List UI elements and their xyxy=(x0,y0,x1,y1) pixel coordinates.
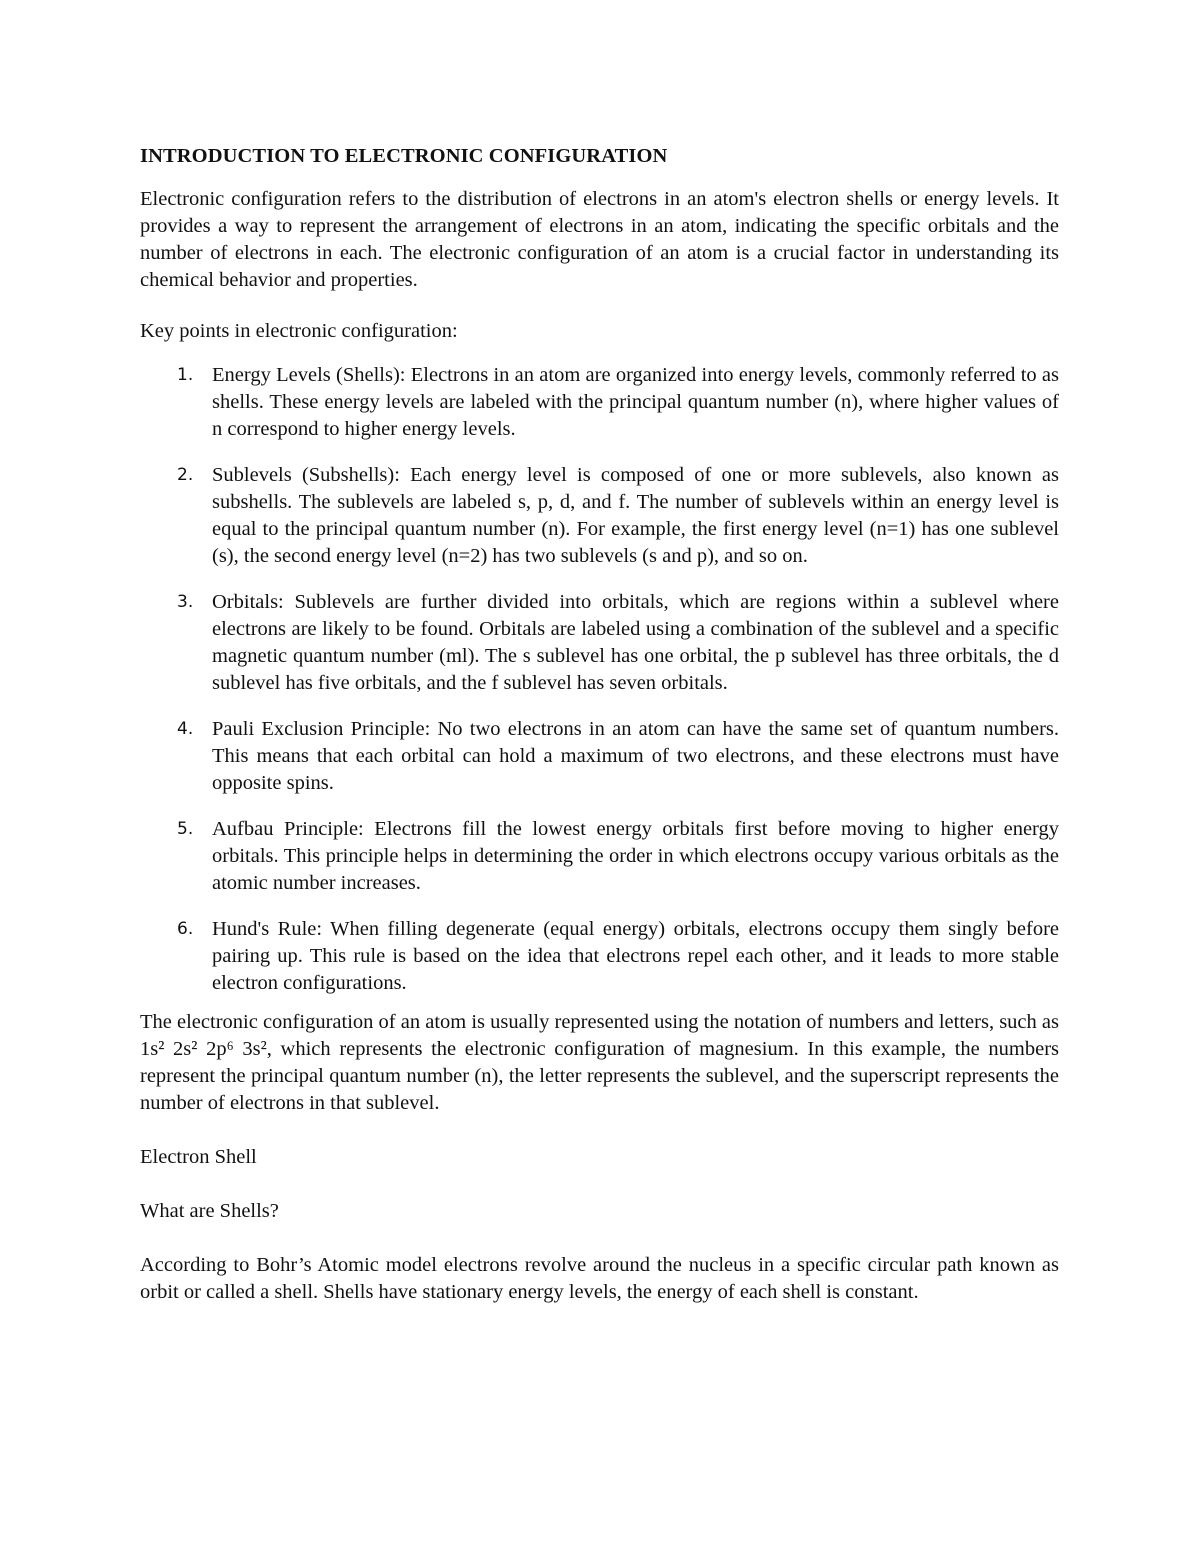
list-item xyxy=(140,589,1059,697)
list-item-text: Energy Levels (Shells): Electrons in an atom are organized into energy levels, commonly referred to as shells. These energy levels are labeled with the principal quantum number (n), where higher values of n correspond to higher energy levels. xyxy=(212,364,1059,440)
list-item-text: Hund's Rule: When filling degenerate (equal energy) orbitals, electrons occupy them singly before pairing up. This rule is based on the idea that electrons repel each other, and it leads to more stable electron configurations. xyxy=(212,918,1059,994)
list-item-number: 1. xyxy=(177,365,194,385)
key-points-list xyxy=(140,362,1059,997)
list-item-number: 6. xyxy=(177,919,194,939)
document-body xyxy=(140,142,1059,1328)
list-item xyxy=(140,716,1059,797)
notation-paragraph: The electronic configuration of an atom is usually represented using the notation of numbers and letters, such as 1s² 2s² 2p⁶ 3s², which represents the electronic configuration of magnesium. In this example, the numbers represent the principal quantum number (n), the letter represents the sublevel, and the superscript represents the number of electrons in that sublevel. xyxy=(140,1011,1059,1114)
list-item xyxy=(140,916,1059,997)
list-item-text: Aufbau Principle: Electrons fill the lowest energy orbitals first before moving to higher energy orbitals. This principle helps in determining the order in which electrons occupy various orbitals as the atomic number increases. xyxy=(212,818,1059,894)
list-item-number: 5. xyxy=(177,819,194,839)
list-item xyxy=(140,362,1059,443)
list-item xyxy=(140,816,1059,897)
list-item-number: 3. xyxy=(177,592,194,612)
shells-paragraph: According to Bohr’s Atomic model electrons revolve around the nucleus in a specific circular path known as orbit or called a shell. Shells have stationary energy levels, the energy of each shell is constant. xyxy=(140,1254,1059,1303)
list-item xyxy=(140,462,1059,570)
list-item-text: Orbitals: Sublevels are further divided into orbitals, which are regions within a sublevel where electrons are likely to be found. Orbitals are labeled using a combination of the sublevel and a specific magnetic quantum number (ml). The s sublevel has one orbital, the p sublevel has three orbitals, the d sublevel has five orbitals, and the f sublevel has seven orbitals. xyxy=(212,591,1059,694)
list-item-text: Pauli Exclusion Principle: No two electrons in an atom can have the same set of quantum numbers. This means that each orbital can hold a maximum of two electrons, and these electrons must have opposite spins. xyxy=(212,718,1059,794)
what-are-shells-heading: What are Shells? xyxy=(140,1200,279,1222)
document-title: INTRODUCTION TO ELECTRONIC CONFIGURATION xyxy=(140,145,668,167)
intro-paragraph: Electronic configuration refers to the distribution of electrons in an atom's electron shells or energy levels. It provides a way to represent the arrangement of electrons in an atom, indicating the specific orbitals and the number of electrons in each. The electronic configuration of an atom is a crucial factor in understanding its chemical behavior and properties. xyxy=(140,188,1059,291)
electron-shell-heading: Electron Shell xyxy=(140,1146,257,1168)
key-points-heading: Key points in electronic configuration: xyxy=(140,320,458,342)
list-item-number: 4. xyxy=(177,719,194,739)
list-item-number: 2. xyxy=(177,465,194,485)
list-item-text: Sublevels (Subshells): Each energy level is composed of one or more sublevels, also known as subshells. The sublevels are labeled s, p, d, and f. The number of sublevels within an energy level is equal to the principal quantum number (n). For example, the first energy level (n=1) has one sublevel (s), the second energy level (n=2) has two sublevels (s and p), and so on. xyxy=(212,464,1059,567)
